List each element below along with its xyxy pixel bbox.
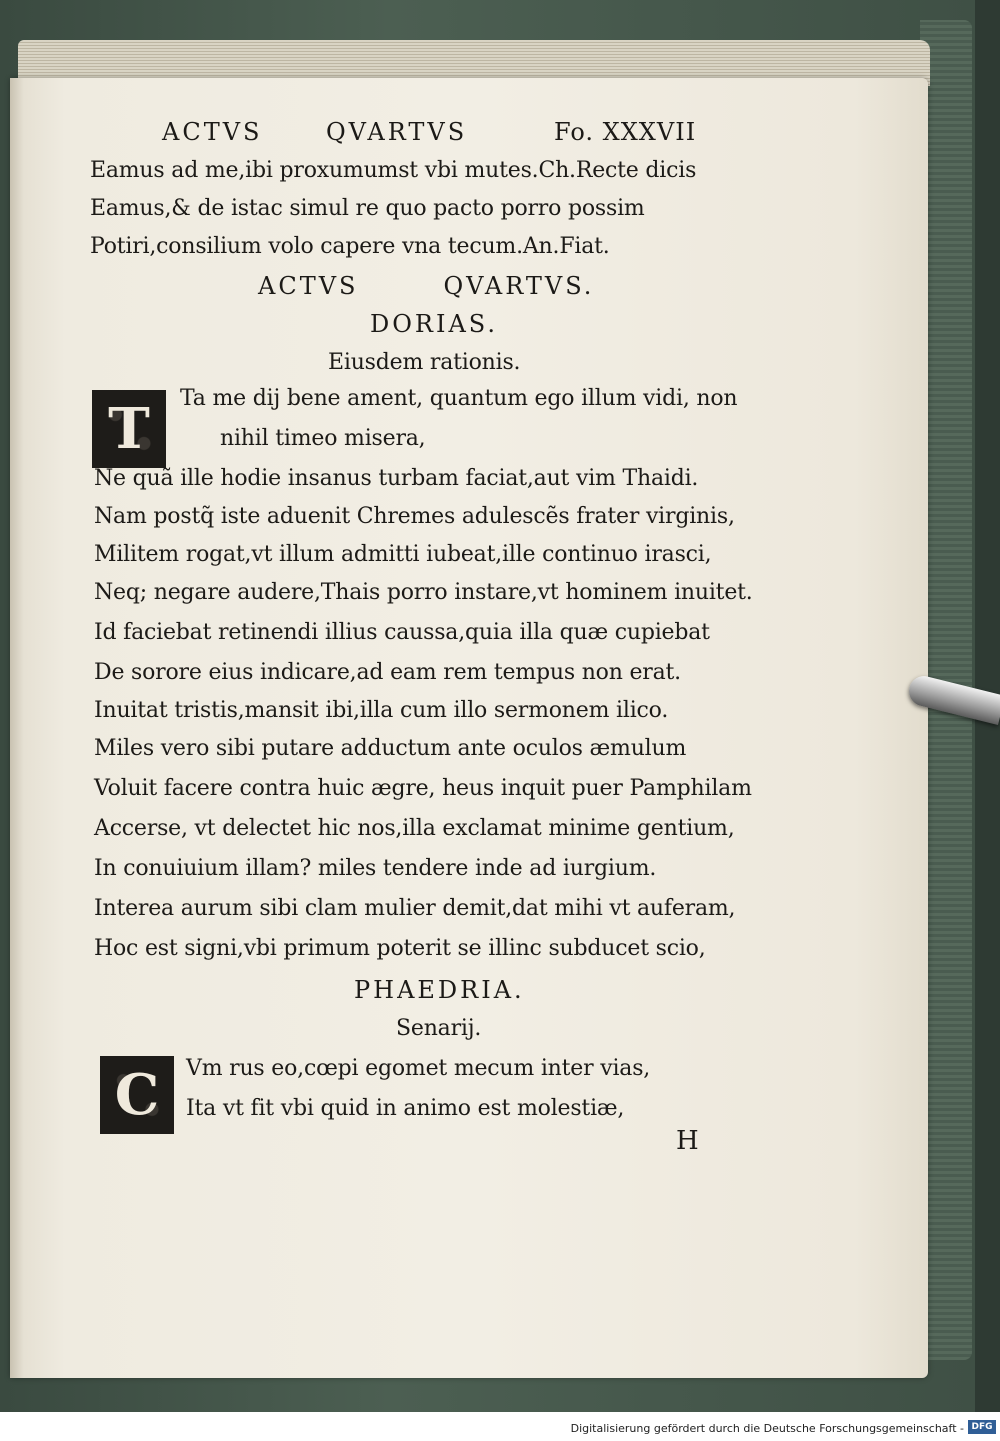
dfg-logo: DFG [968, 1420, 996, 1434]
text-line: Ne quã ille hodie insanus turbam faciat,aut vim Thaidi. [94, 466, 699, 491]
text-line: Accerse, vt delectet hic nos,illa exclamat minime gentium, [94, 816, 735, 841]
footer-credit: Digitalisierung gefördert durch die Deutsche Forschungsgemeinschaft - [570, 1422, 964, 1435]
text-line: Id faciebat retinendi illius caussa,quia illa quæ cupiebat [94, 620, 710, 645]
signature-mark: H [676, 1126, 699, 1156]
speaker-heading-phaedria: PHAEDRIA. [354, 976, 525, 1004]
folio-number: Fo. XXXVII [554, 118, 697, 146]
page-gutter [10, 78, 24, 1378]
text-line: De sorore eius indicare,ad eam rem tempus non erat. [94, 660, 681, 685]
decorated-initial: C [100, 1056, 174, 1134]
text-line: Voluit facere contra huic ægre, heus inquit puer Pamphilam [94, 776, 752, 801]
running-head-left: ACTVS [162, 118, 263, 146]
text-line: nihil timeo misera, [220, 426, 426, 451]
act-title: ACTVS QVARTVS. [258, 272, 595, 300]
book-page [10, 78, 928, 1378]
text-line: In conuiuium illam? miles tendere inde ad iurgium. [94, 856, 657, 881]
text-line: Ita vt fit vbi quid in animo est molestiæ, [186, 1096, 625, 1121]
text-line: Interea aurum sibi clam mulier demit,dat mihi vt auferam, [94, 896, 736, 921]
meter-note: Eiusdem rationis. [328, 350, 521, 375]
text-line: Eamus ad me,ibi proxumumst vbi mutes.Ch.Recte dicis [90, 158, 697, 183]
text-line: Militem rogat,vt illum admitti iubeat,ille continuo irasci, [94, 542, 712, 567]
text-line: Neq; negare audere,Thais porro instare,vt hominem inuitet. [94, 580, 753, 605]
decorated-initial: T [92, 390, 166, 468]
text-line: Nam postq̃ iste aduenit Chremes adulescẽs frater virginis, [94, 504, 735, 529]
text-line: Inuitat tristis,mansit ibi,illa cum illo sermonem ilico. [94, 698, 669, 723]
text-line: Potiri,consilium volo capere vna tecum.An.Fiat. [90, 234, 610, 259]
speaker-heading-dorias: DORIAS. [370, 310, 499, 338]
text-line: Eamus,& de istac simul re quo pacto porro possim [90, 196, 645, 221]
text-line: Ta me dij bene ament, quantum ego illum vidi, non [180, 386, 738, 411]
text-line: Vm rus eo,cœpi egomet mecum inter vias, [186, 1056, 651, 1081]
meter-note: Senarij. [396, 1016, 482, 1041]
text-line: Miles vero sibi putare adductum ante oculos æmulum [94, 736, 687, 761]
text-line: Hoc est signi,vbi primum poterit se illinc subducet scio, [94, 936, 706, 961]
running-head-middle: QVARTVS [326, 118, 468, 146]
